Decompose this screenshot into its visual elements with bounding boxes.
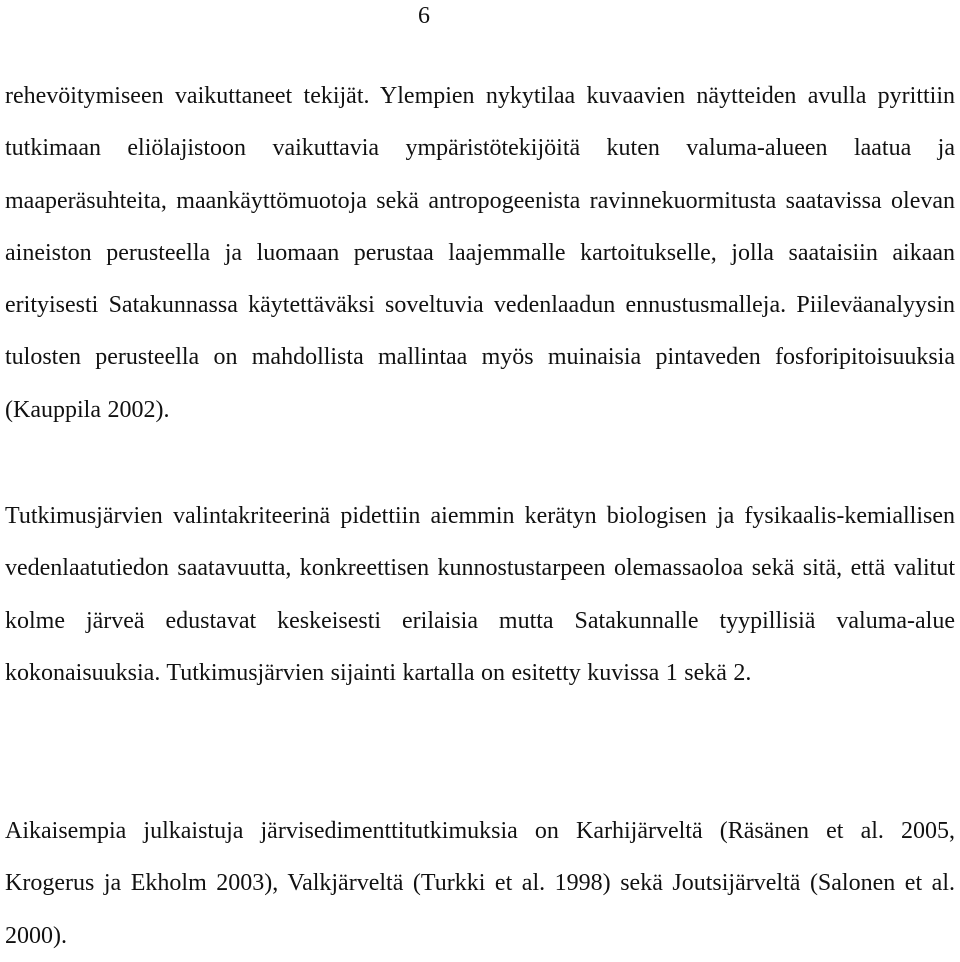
paragraph-1: rehevöitymiseen vaikuttaneet tekijät. Ylempien nykytilaa kuvaavien näytteiden avulla pyrittiin tutkimaan eliölajistoon vaikuttavia ympäristötekijöitä kuten valuma-alueen laatua ja maaperäsuhteita, maankäyttömuotoja sekä antropogeenista ravinnekuormitusta saatavissa olevan aineiston perusteella ja luomaan perustaa laajemmalle kartoitukselle, jolla saataisiin aikaan erityisesti Satakunnassa käytettäväksi soveltuvia vedenlaadun ennustusmalleja. Piileväanalyysin tulosten perusteella on mahdollista mallintaa myös muinaisia pintaveden fosforipitoisuuksia (Kauppila 2002).: [5, 83, 955, 423]
paragraph-2: Tutkimusjärvien valintakriteerinä pidettiin aiemmin kerätyn biologisen ja fysikaalis-kemiallisen vedenlaatutiedon saatavuutta, konkreettisen kunnostustarpeen olemassaoloa sekä sitä, että valitut kolme järveä edustavat keskeisesti erilaisia mutta Satakunnalle tyypillisiä valuma-alue kokonaisuuksia. Tutkimusjärvien sijainti kartalla on esitetty kuvissa 1 sekä 2.: [5, 503, 955, 686]
page-number: 6: [418, 3, 430, 29]
paragraph-3: Aikaisempia julkaistuja järvisedimenttitutkimuksia on Karhijärveltä (Räsänen et al. 2005, Krogerus ja Ekholm 2003), Valkjärveltä (Turkki et al. 1998) sekä Joutsijärveltä (Salonen et al. 2000).: [5, 818, 955, 949]
